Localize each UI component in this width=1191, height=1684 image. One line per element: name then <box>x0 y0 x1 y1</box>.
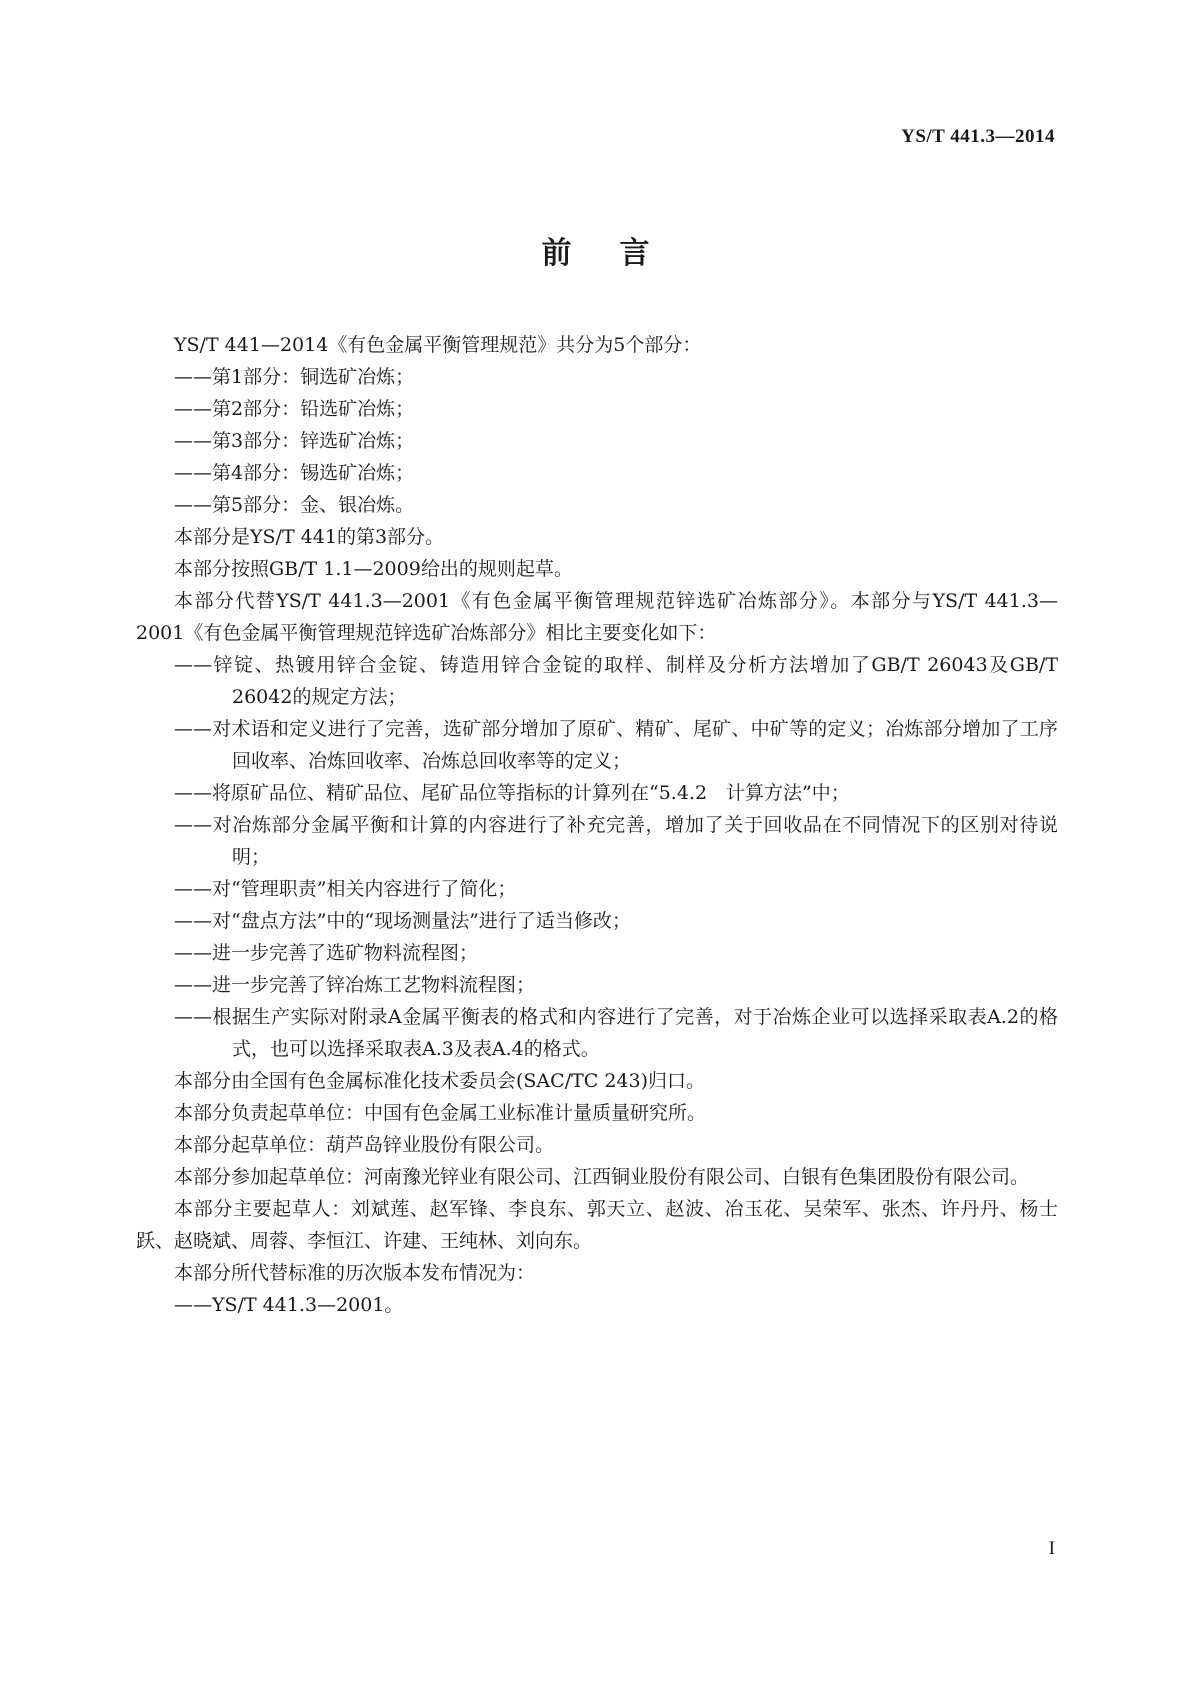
page-number: I <box>1048 1538 1055 1559</box>
history-item: ——YS/T 441.3—2001。 <box>174 1294 404 1316</box>
replaces-paragraph: 本部分代替YS/T 441.3—2001《有色金属平衡管理规范锌选矿冶炼部分》。本部分与YS/T 441.3—2001《有色金属平衡管理规范锌选矿冶炼部分》相比主要变化如下： <box>136 590 1058 644</box>
drafting-unit-paragraph: 本部分起草单位：葫芦岛锌业股份有限公司。 <box>174 1134 555 1156</box>
change-item: ——对“盘点方法”中的“现场测量法”进行了适当修改； <box>174 910 631 932</box>
part-item: ——第1部分：铜选矿冶炼； <box>174 366 415 388</box>
change-item: ——根据生产实际对附录A金属平衡表的格式和内容进行了完善，对于冶炼企业可以选择采取表A.2的格式，也可以选择采取表A.3及表A.4的格式。 <box>174 1006 1058 1060</box>
drafting-rules-paragraph: 本部分按照GB/T 1.1—2009给出的规则起草。 <box>174 558 573 580</box>
is-part-paragraph: 本部分是YS/T 441的第3部分。 <box>174 526 445 548</box>
change-item: ——进一步完善了锌冶炼工艺物料流程图； <box>174 974 536 996</box>
part-item: ——第5部分：金、银冶炼。 <box>174 494 415 516</box>
part-item: ——第3部分：锌选矿冶炼； <box>174 430 415 452</box>
centralized-paragraph: 本部分由全国有色金属标准化技术委员会(SAC/TC 243)归口。 <box>174 1070 706 1092</box>
main-drafters-paragraph: 本部分主要起草人：刘斌莲、赵军锋、李良东、郭天立、赵波、冶玉花、吴荣军、张杰、许丹丹、杨士跃、赵晓斌、周蓉、李恒江、许建、王纯林、刘向东。 <box>136 1198 1058 1252</box>
intro-paragraph: YS/T 441—2014《有色金属平衡管理规范》共分为5个部分： <box>174 334 702 356</box>
responsible-unit-paragraph: 本部分负责起草单位：中国有色金属工业标准计量质量研究所。 <box>174 1102 707 1124</box>
part-item: ——第2部分：铅选矿冶炼； <box>174 398 415 420</box>
foreword-body <box>136 329 1058 1321</box>
part-item: ——第4部分：锡选矿冶炼； <box>174 462 415 484</box>
change-item: ——对术语和定义进行了完善，选矿部分增加了原矿、精矿、尾矿、中矿等的定义；冶炼部分增加了工序回收率、冶炼回收率、冶炼总回收率等的定义； <box>174 718 1058 772</box>
page-title: 前言 <box>541 236 698 271</box>
participating-units-paragraph: 本部分参加起草单位：河南豫光锌业有限公司、江西铜业股份有限公司、白银有色集团股份有限公司。 <box>174 1166 1030 1188</box>
standard-code: YS/T 441.3—2014 <box>901 126 1055 147</box>
change-item: ——对冶炼部分金属平衡和计算的内容进行了补充完善，增加了关于回收品在不同情况下的区别对待说明； <box>174 814 1058 868</box>
change-item: ——对“管理职责”相关内容进行了简化； <box>174 878 517 900</box>
change-item: ——进一步完善了选矿物料流程图； <box>174 942 479 964</box>
history-intro-paragraph: 本部分所代替标准的历次版本发布情况为： <box>174 1262 536 1284</box>
change-item: ——锌锭、热镀用锌合金锭、铸造用锌合金锭的取样、制样及分析方法增加了GB/T 26043及GB/T 26042的规定方法； <box>174 654 1058 708</box>
change-item: ——将原矿品位、精矿品位、尾矿品位等指标的计算列在“5.4.2 计算方法”中； <box>174 782 850 804</box>
